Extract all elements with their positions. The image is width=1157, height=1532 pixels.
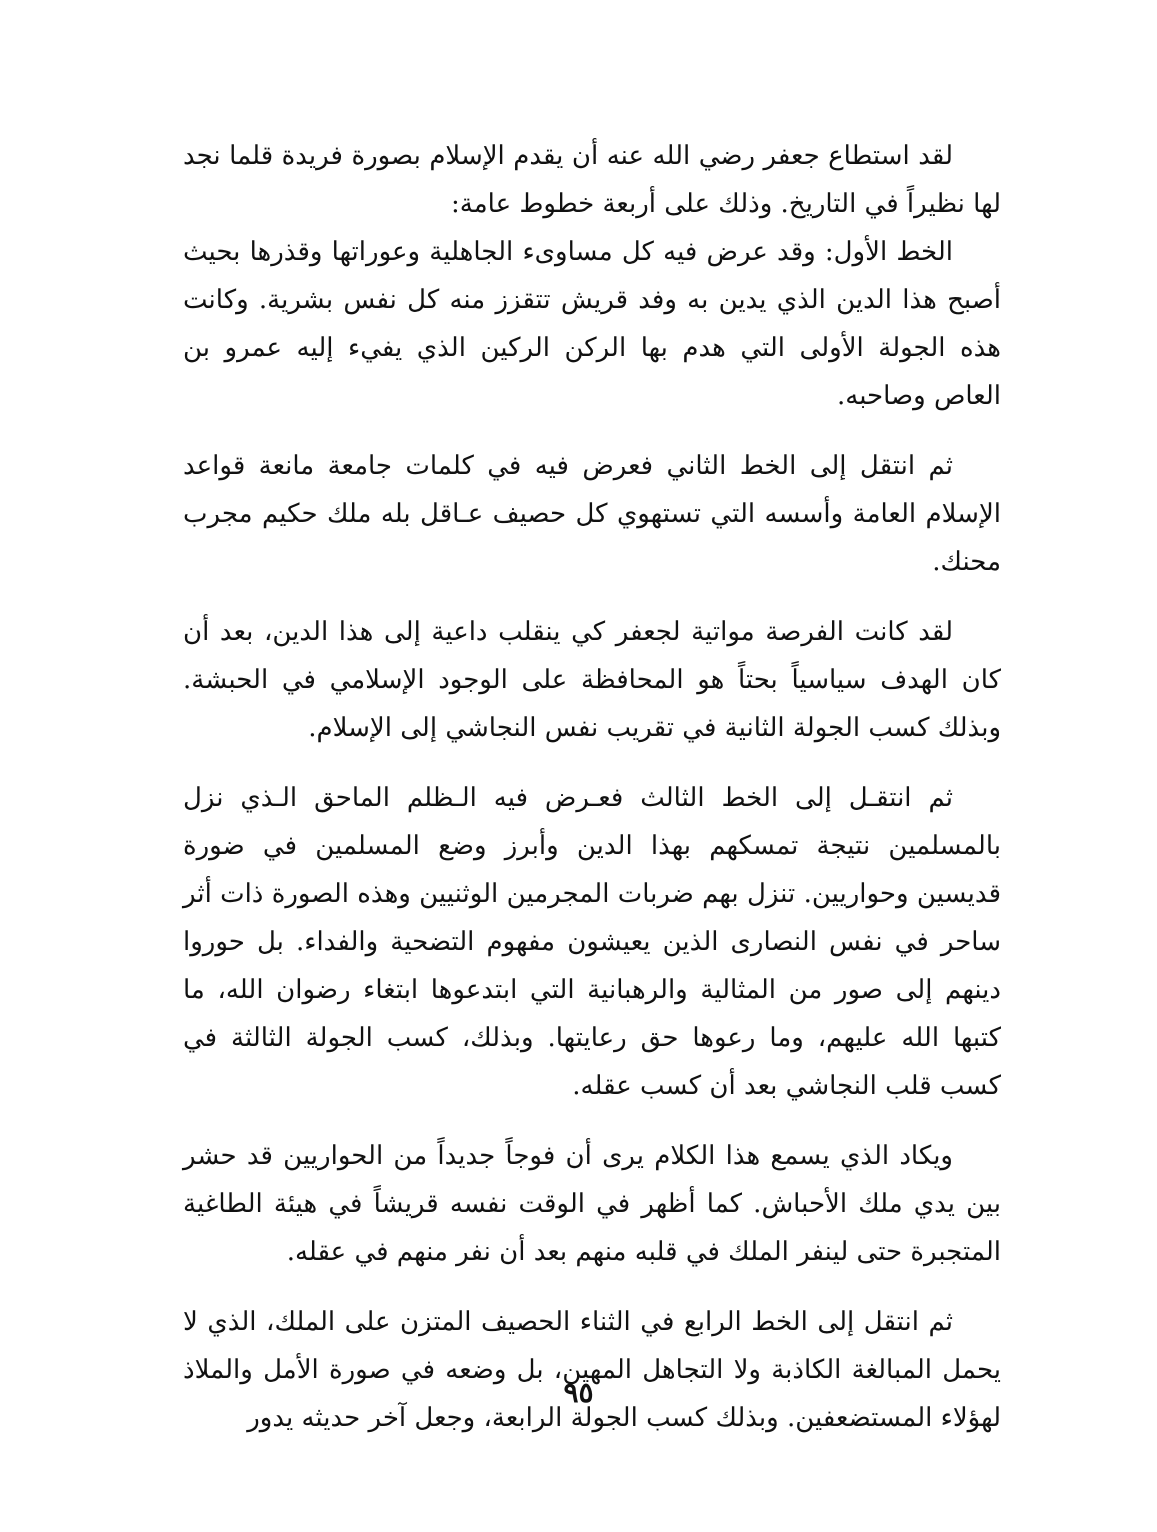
paragraph-fourth-line: ثم انتقل إلى الخط الرابع في الثناء الحصيف المتزن على الملك، الذي لا يحمل المبالغة الكاذبة ولا التجاهل المهين، بل وضعه في صورة الأمل والملاذ لهؤلاء المستضعفين. وبذلك كسب الجولة الرابعة، وجعل آخر حديثه يدور [183,1307,1001,1433]
body-text [183,132,1001,1442]
paragraph-third-line: ثم انتقـل إلى الخط الثالث فعـرض فيه الـظلم الماحق الـذي نزل بالمسلمين نتيجة تمسكهم بهذا الدين وأبرز وضع المسلمين في ضورة قديسين وحواريين. تنزل بهم ضربات المجرمين الوثنيين وهذه الصورة ذات أثر ساحر في نفس النصارى الذين يعيشون مفهوم التضحية والفداء. بل حوروا دينهم إلى صور من المثالية والرهبانية التي ابتدعوها ابتغاء رضوان الله، ما كتبها الله عليهم، وما رعوها حق رعايتها. وبذلك، كسب الجولة الثالثة في كسب قلب النجاشي بعد أن كسب عقله. [183,783,1001,1101]
paragraph-intro: لقد استطاع جعفر رضي الله عنه أن يقدم الإسلام بصورة فريدة قلما نجد لها نظيراً في التاريخ. وذلك على أربعة خطوط عامة: [183,141,1001,219]
paragraph-first-line: الخط الأول: وقد عرض فيه كل مساوىء الجاهلية وعوراتها وقذرها بحيث أصبح هذا الدين الذي يدين به وفد قريش تتقزز منه كل نفس بشرية. وكانت هذه الجولة الأولى التي هدم بها الركن الركين الذي يفيء إليه عمرو بن العاص وصاحبه. [183,237,1001,411]
page-number: ٩٥ [563,1376,594,1409]
paragraph-opportunity: لقد كانت الفرصة مواتية لجعفر كي ينقلب داعية إلى هذا الدين، بعد أن كان الهدف سياسياً بحتاً هو المحافظة على الوجود الإسلامي في الحبشة. وبذلك كسب الجولة الثانية في تقريب نفس النجاشي إلى الإسلام. [183,617,1001,743]
paragraph-second-line: ثم انتقل إلى الخط الثاني فعرض فيه في كلمات جامعة مانعة قواعد الإسلام العامة وأسسه التي تستهوي كل حصيف عـاقل بله ملك حكيم مجرب محنك. [183,451,1001,577]
paragraph-disciples: ويكاد الذي يسمع هذا الكلام يرى أن فوجاً جديداً من الحواريين قد حشر بين يدي ملك الأحباش. كما أظهر في الوقت نفسه قريشاً في هيئة الطاغية المتجبرة حتى لينفر الملك في قلبه منهم بعد أن نفر منهم في عقله. [183,1141,1001,1267]
